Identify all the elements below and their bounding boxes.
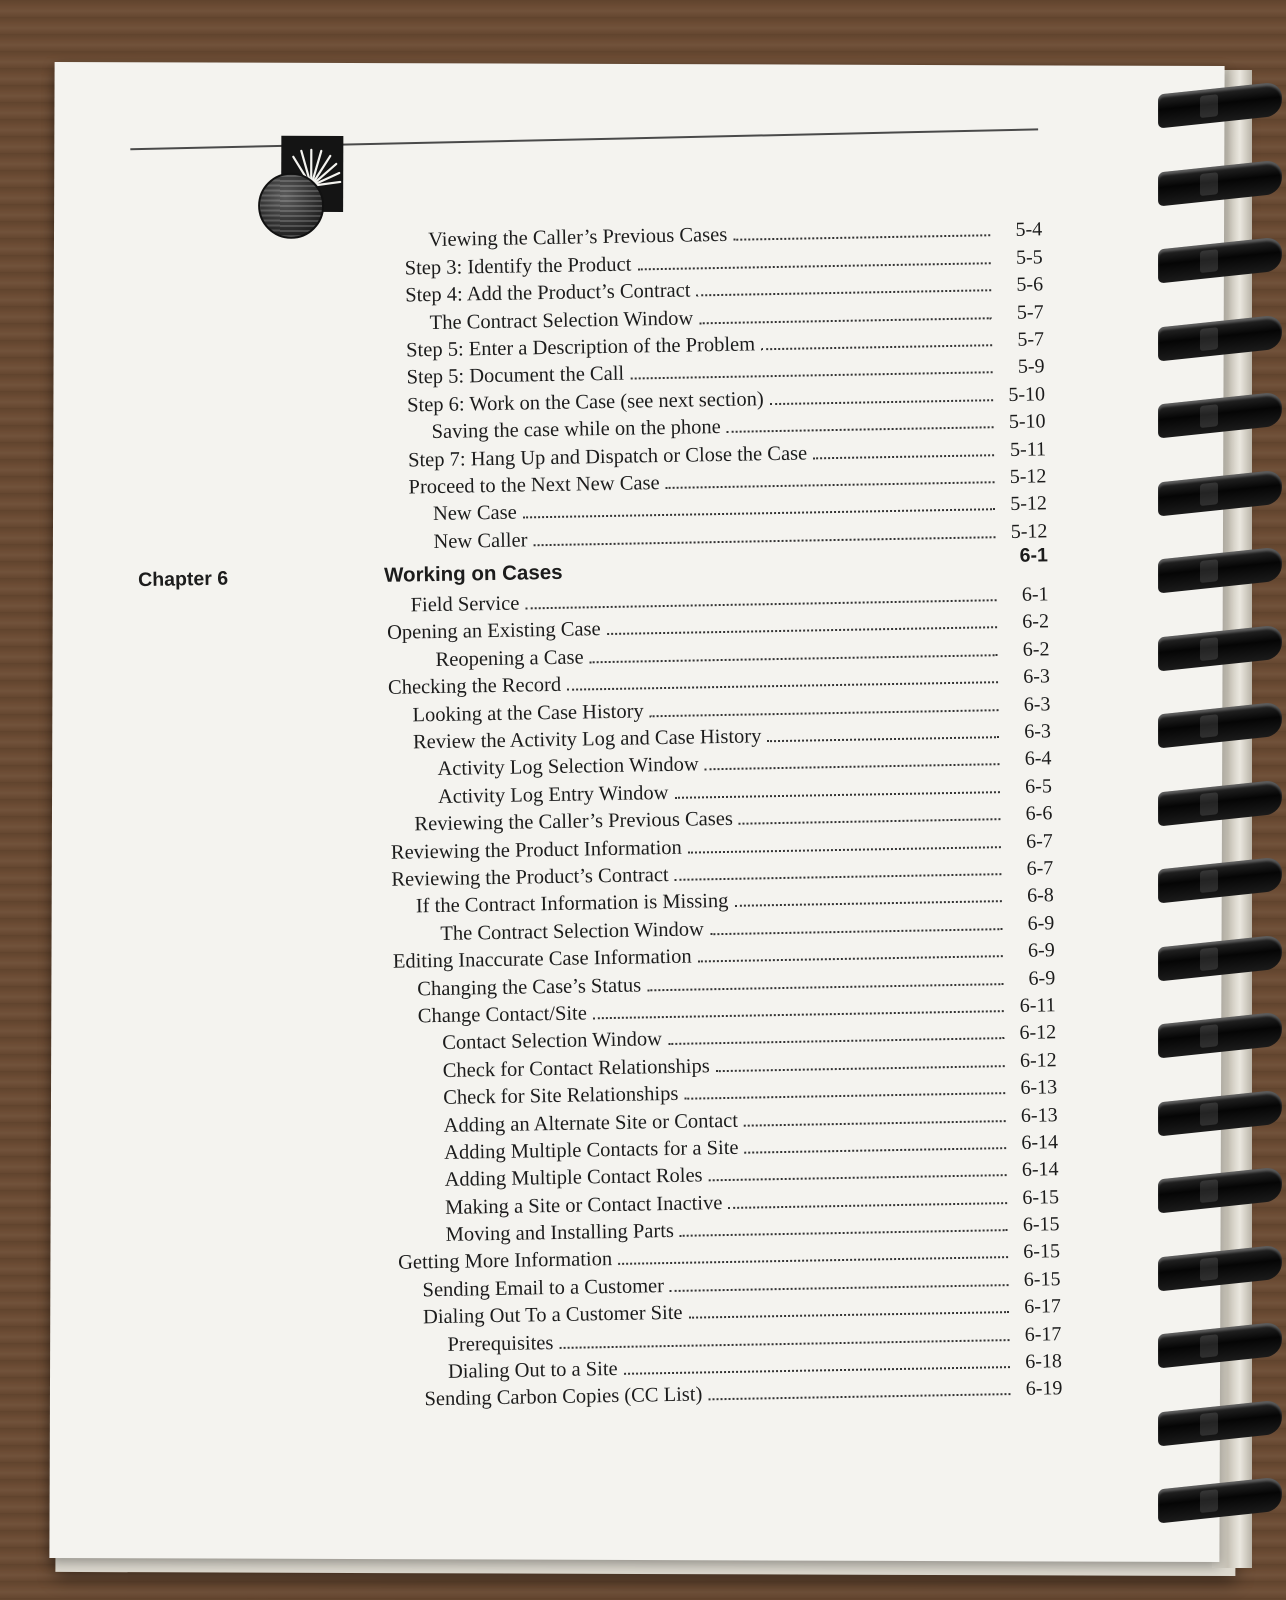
toc-entry-page: 6-2 bbox=[1022, 638, 1050, 661]
binding-coil bbox=[1158, 856, 1282, 903]
toc-entry-page: 6-9 bbox=[1027, 939, 1055, 962]
dot-leader bbox=[705, 764, 1000, 771]
toc-entry-page: 6-3 bbox=[1023, 665, 1051, 688]
dot-leader bbox=[709, 1174, 1007, 1181]
toc-entry-title: Prerequisites bbox=[447, 1331, 554, 1356]
toc-entry-page: 5-11 bbox=[1009, 437, 1047, 461]
toc-entry-page: 5-12 bbox=[1010, 519, 1048, 543]
dot-leader bbox=[733, 235, 990, 241]
toc-entry-page: 5-5 bbox=[1015, 246, 1043, 269]
toc-entry-title: Step 5: Enter a Description of the Problem bbox=[405, 333, 756, 362]
dot-leader bbox=[710, 928, 1002, 935]
dot-leader bbox=[666, 481, 995, 489]
binding-coil bbox=[1158, 779, 1282, 826]
toc-entry-page: 6-15 bbox=[1022, 1185, 1060, 1209]
dot-leader bbox=[761, 344, 992, 350]
toc-entry-title: Reviewing the Caller’s Previous Cases bbox=[414, 808, 734, 836]
binding-coil bbox=[1158, 1166, 1282, 1213]
binding-coil bbox=[1158, 314, 1282, 361]
toc-entry-page: 6-14 bbox=[1021, 1158, 1059, 1182]
toc-entry-page: 5-7 bbox=[1016, 300, 1044, 324]
dot-leader bbox=[593, 1010, 1004, 1019]
toc-entry-title: Check for Site Relationships bbox=[443, 1082, 679, 1110]
toc-entry-title: Reviewing the Product Information bbox=[390, 836, 683, 864]
toc-entry-page: 5-4 bbox=[1015, 218, 1043, 242]
toc-entry-page: 6-9 bbox=[1028, 966, 1056, 990]
toc-entry-title: Looking at the Case History bbox=[412, 700, 644, 727]
dot-leader bbox=[727, 426, 994, 433]
dot-leader bbox=[567, 681, 998, 691]
dot-leader bbox=[716, 1065, 1005, 1072]
toc-entry-page: 6-15 bbox=[1022, 1213, 1060, 1236]
dot-leader bbox=[734, 901, 1001, 908]
toc-entry-title: Step 6: Work on the Case (see next section) bbox=[406, 387, 764, 417]
binding-coil bbox=[1158, 1011, 1282, 1058]
dot-leader bbox=[607, 627, 997, 636]
toc-entry-page: 5-6 bbox=[1016, 273, 1044, 296]
toc-entry-page: 6-1 bbox=[1021, 583, 1049, 606]
dot-leader bbox=[680, 1229, 1008, 1237]
toc-entry-page: 5-9 bbox=[1017, 355, 1045, 379]
toc-entry-title: Review the Activity Log and Case History bbox=[412, 725, 762, 754]
dot-leader bbox=[697, 289, 992, 296]
toc-entry-title: Sending Carbon Copies (CC List) bbox=[424, 1383, 703, 1411]
toc-entry-page: 6-18 bbox=[1025, 1350, 1063, 1373]
toc-entry-title: If the Contract Information is Missing bbox=[415, 890, 729, 918]
toc-entry-title: Sending Email to a Customer bbox=[422, 1274, 665, 1302]
toc-entry-page: 5-12 bbox=[1009, 465, 1047, 488]
toc-entry-title: Adding Multiple Contact Roles bbox=[444, 1164, 703, 1192]
toc-entry-title: Reopening a Case bbox=[435, 646, 584, 671]
toc-entry-page: 6-17 bbox=[1024, 1295, 1062, 1319]
binding-coil bbox=[1158, 1244, 1282, 1291]
toc-entry-title: Dialing Out to a Site bbox=[447, 1357, 618, 1383]
chapter-title: Working on Cases bbox=[383, 560, 563, 587]
dot-leader bbox=[630, 372, 992, 380]
toc-entry-title: Saving the case while on the phone bbox=[431, 416, 721, 444]
toc-entry-page: 6-5 bbox=[1025, 775, 1053, 798]
dot-leader bbox=[708, 1393, 1010, 1400]
toc-entry-title: Step 7: Hang Up and Dispatch or Close the Case bbox=[407, 442, 808, 471]
dot-leader bbox=[744, 1120, 1006, 1127]
dot-leader bbox=[668, 1037, 1004, 1045]
spiral-binding bbox=[1158, 70, 1286, 1570]
binding-coil bbox=[1158, 1476, 1282, 1523]
toc-entry-page: 6-6 bbox=[1025, 802, 1053, 825]
dot-leader bbox=[684, 1092, 1005, 1100]
toc-entry-title: Activity Log Selection Window bbox=[437, 753, 699, 781]
dot-leader bbox=[689, 1311, 1009, 1319]
binding-coil bbox=[1158, 1089, 1282, 1136]
toc-entry-title: Moving and Installing Parts bbox=[445, 1219, 675, 1246]
toc-entry-page: 6-19 bbox=[1025, 1377, 1063, 1401]
dot-leader bbox=[813, 454, 994, 459]
dot-leader bbox=[647, 983, 1003, 991]
dot-leader bbox=[699, 317, 991, 324]
toc-entry-page: 6-9 bbox=[1027, 912, 1055, 935]
toc-entry-page: 5-10 bbox=[1008, 383, 1046, 406]
toc-entry-title: Adding an Alternate Site or Contact bbox=[443, 1109, 739, 1137]
binding-coil bbox=[1158, 1399, 1282, 1446]
dot-leader bbox=[670, 1284, 1009, 1292]
dot-leader bbox=[650, 709, 999, 717]
toc-entry-page: 6-14 bbox=[1021, 1131, 1059, 1154]
dot-leader bbox=[767, 736, 999, 742]
toc-entry-title: The Contract Selection Window bbox=[429, 307, 694, 334]
toc-entry-page: 6-7 bbox=[1026, 857, 1054, 880]
binding-coil bbox=[1158, 701, 1282, 748]
toc-entry-page: 6-3 bbox=[1023, 692, 1051, 716]
toc-entry-title: Making a Site or Contact Inactive bbox=[444, 1191, 723, 1219]
toc-entry-title: Proceed to the Next New Case bbox=[408, 471, 660, 499]
binding-coil bbox=[1158, 159, 1282, 206]
toc-entry-page: 6-3 bbox=[1024, 720, 1052, 743]
toc-entry-title: Dialing Out To a Customer Site bbox=[422, 1302, 683, 1329]
binding-coil bbox=[1158, 236, 1282, 283]
toc-entry-title: Activity Log Entry Window bbox=[437, 781, 669, 808]
binding-coil bbox=[1158, 546, 1282, 593]
toc-entry-page: 6-13 bbox=[1020, 1076, 1058, 1099]
toc-entry-title: Getting More Information bbox=[397, 1248, 613, 1275]
toc-entry-title: Check for Contact Relationships bbox=[442, 1054, 710, 1082]
toc-entry-title: Viewing the Caller’s Previous Cases bbox=[428, 224, 728, 252]
dot-leader bbox=[533, 536, 995, 546]
toc-entry-page: 5-12 bbox=[1010, 492, 1048, 516]
toc-entry-page: 6-2 bbox=[1022, 610, 1050, 634]
binding-coil bbox=[1158, 469, 1282, 516]
chapter-label: Chapter 6 bbox=[137, 567, 229, 591]
toc-entry-title: Changing the Case’s Status bbox=[417, 974, 642, 1000]
dot-leader bbox=[745, 1147, 1007, 1154]
dot-leader bbox=[637, 262, 990, 270]
toc-entry-page: 6-15 bbox=[1023, 1240, 1061, 1264]
toc-entry-page: 6-8 bbox=[1026, 884, 1054, 908]
header-rule bbox=[130, 128, 1038, 150]
toc-entry-title: Field Service bbox=[410, 592, 520, 617]
dot-leader bbox=[618, 1257, 1008, 1266]
toc-entry-title: Opening an Existing Case bbox=[386, 618, 601, 645]
dot-leader bbox=[770, 399, 993, 405]
dot-leader bbox=[728, 1202, 1007, 1209]
toc-entry-title: New Case bbox=[432, 501, 517, 526]
dot-leader bbox=[739, 818, 1001, 825]
toc-entry-title: Step 3: Identify the Product bbox=[404, 253, 632, 280]
toc-entry-page: 6-12 bbox=[1019, 1021, 1057, 1045]
toc-entry-title: Step 4: Add the Product’s Contract bbox=[405, 279, 691, 307]
table-of-contents bbox=[132, 214, 1063, 1416]
binding-coil bbox=[1158, 391, 1282, 438]
toc-entry-title: Step 5: Document the Call bbox=[406, 363, 625, 389]
toc-entry-title: Change Contact/Site bbox=[417, 1002, 588, 1028]
toc-entry-page: 6-13 bbox=[1020, 1103, 1058, 1127]
toc-entry-title: Contact Selection Window bbox=[442, 1028, 663, 1055]
dot-leader bbox=[624, 1366, 1010, 1375]
binding-coil bbox=[1158, 624, 1282, 671]
toc-entry-page: 6-15 bbox=[1023, 1268, 1061, 1291]
dot-leader bbox=[688, 846, 1001, 853]
binding-coil bbox=[1158, 934, 1282, 981]
toc-entry-page: 6-4 bbox=[1024, 747, 1052, 771]
toc-entry-page: 5-7 bbox=[1017, 328, 1045, 351]
toc-entry-page: 6-17 bbox=[1024, 1322, 1062, 1346]
toc-entry-page: 5-10 bbox=[1008, 410, 1046, 434]
toc-entry-title: Reviewing the Product’s Contract bbox=[391, 863, 669, 891]
toc-entry-title: New Caller bbox=[433, 529, 528, 553]
toc-entry-page: 6-7 bbox=[1025, 829, 1054, 853]
toc-entry-page: 6-12 bbox=[1019, 1048, 1057, 1072]
binding-coil bbox=[1158, 81, 1282, 128]
toc-entry-page: 6-11 bbox=[1019, 994, 1056, 1017]
dot-leader bbox=[675, 873, 1002, 881]
binding-coil bbox=[1158, 1321, 1282, 1368]
dot-leader bbox=[675, 791, 1000, 799]
book-page bbox=[49, 62, 1224, 1562]
toc-entry-title: The Contract Selection Window bbox=[440, 918, 705, 945]
chapter-page-number: 6-1 bbox=[1019, 543, 1049, 567]
toc-entry-title: Adding Multiple Contacts for a Site bbox=[443, 1136, 739, 1164]
dot-leader bbox=[590, 654, 998, 663]
dot-leader bbox=[698, 955, 1003, 962]
toc-entry-title: Checking the Record bbox=[387, 674, 562, 700]
toc-entry-title: Editing Inaccurate Case Information bbox=[392, 945, 692, 973]
